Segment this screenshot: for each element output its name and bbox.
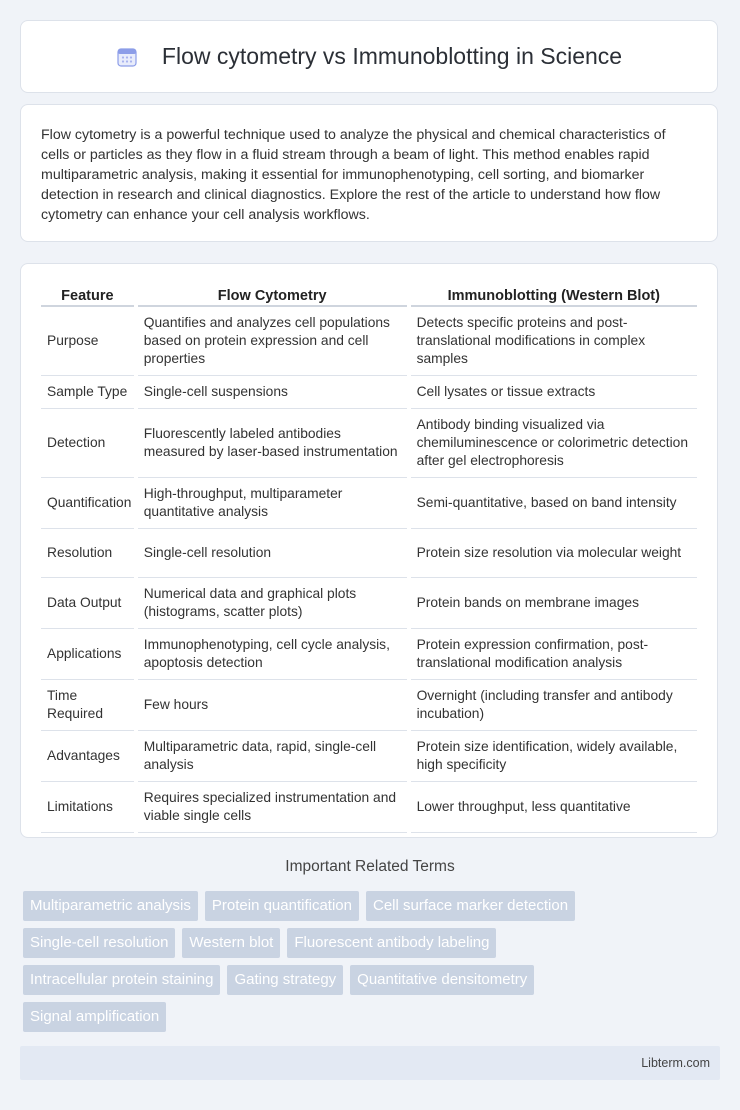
table-row — [41, 376, 697, 409]
calendar-icon — [116, 46, 138, 68]
intro-text: Flow cytometry is a powerful technique used to analyze the physical and chemical characteristics of cells or particles as they flow in a fluid stream through a beam of light. This method enables rapid multiparametric analysis, making it essential for immunophenotyping, cell sorting, and biomarker detection in research and clinical diagnostics. Explore the rest of the article to understand how flow cytometry can enhance your cell analysis workflows. — [41, 127, 666, 223]
header-flow-cytometry: Flow Cytometry — [136, 284, 409, 306]
related-term-tag[interactable]: Western blot — [182, 928, 280, 958]
header-immunoblotting: Immunoblotting (Western Blot) — [409, 284, 697, 306]
cell-immunoblotting: Protein size resolution via molecular weight — [409, 529, 697, 578]
cell-feature: Applications — [41, 629, 136, 680]
related-term-tag[interactable]: Signal amplification — [23, 1002, 166, 1032]
cell-flow-cytometry: Numerical data and graphical plots (histograms, scatter plots) — [136, 578, 409, 629]
related-terms-title: Important Related Terms — [285, 858, 455, 875]
cell-immunoblotting: Overnight (including transfer and antibody incubation) — [409, 680, 697, 731]
cell-flow-cytometry: Requires specialized instrumentation and viable single cells — [136, 782, 409, 833]
table-header-row — [41, 284, 697, 306]
related-term-tag[interactable]: Gating strategy — [227, 965, 343, 995]
cell-immunoblotting: Protein bands on membrane images — [409, 578, 697, 629]
cell-immunoblotting: Protein size identification, widely available, high specificity — [409, 731, 697, 782]
table-row — [41, 629, 697, 680]
related-term-tag[interactable]: Cell surface marker detection — [366, 891, 575, 921]
related-term-tag[interactable]: Multiparametric analysis — [23, 891, 198, 921]
cell-flow-cytometry: Few hours — [136, 680, 409, 731]
cell-feature: Quantification — [41, 478, 136, 529]
cell-feature: Data Output — [41, 578, 136, 629]
cell-immunoblotting: Protein expression confirmation, post-translational modification analysis — [409, 629, 697, 680]
header-feature: Feature — [41, 284, 136, 306]
cell-flow-cytometry: High-throughput, multiparameter quantitative analysis — [136, 478, 409, 529]
cell-feature: Advantages — [41, 731, 136, 782]
cell-feature: Time Required — [41, 680, 136, 731]
comparison-table-card — [20, 263, 718, 838]
cell-flow-cytometry: Quantifies and analyzes cell populations based on protein expression and cell properties — [136, 306, 409, 376]
table-row — [41, 782, 697, 833]
intro-card — [20, 104, 718, 242]
related-term-tag[interactable]: Single-cell resolution — [23, 928, 175, 958]
table-row — [41, 680, 697, 731]
page-title: Flow cytometry vs Immunoblotting in Science — [161, 43, 623, 69]
related-term-tag[interactable]: Intracellular protein staining — [23, 965, 220, 995]
table-row — [41, 478, 697, 529]
cell-feature: Limitations — [41, 782, 136, 833]
related-terms-list — [23, 891, 683, 1032]
cell-feature: Detection — [41, 409, 136, 478]
table-row — [41, 578, 697, 629]
cell-feature: Sample Type — [41, 376, 136, 409]
cell-feature: Resolution — [41, 529, 136, 578]
title-card — [20, 20, 718, 93]
cell-flow-cytometry: Multiparametric data, rapid, single-cell analysis — [136, 731, 409, 782]
cell-immunoblotting: Lower throughput, less quantitative — [409, 782, 697, 833]
cell-flow-cytometry: Immunophenotyping, cell cycle analysis, apoptosis detection — [136, 629, 409, 680]
cell-immunoblotting: Cell lysates or tissue extracts — [409, 376, 697, 409]
cell-flow-cytometry: Fluorescently labeled antibodies measured by laser-based instrumentation — [136, 409, 409, 478]
cell-immunoblotting: Antibody binding visualized via chemiluminescence or colorimetric detection after gel electrophoresis — [409, 409, 697, 478]
cell-flow-cytometry: Single-cell suspensions — [136, 376, 409, 409]
cell-immunoblotting: Detects specific proteins and post-translational modifications in complex samples — [409, 306, 697, 376]
related-term-tag[interactable]: Protein quantification — [205, 891, 359, 921]
table-row — [41, 731, 697, 782]
footer — [20, 1046, 720, 1080]
table-row — [41, 529, 697, 578]
related-term-tag[interactable]: Fluorescent antibody labeling — [287, 928, 496, 958]
table-row — [41, 409, 697, 478]
table-row — [41, 306, 697, 376]
cell-flow-cytometry: Single-cell resolution — [136, 529, 409, 578]
footer-site[interactable]: Libterm.com — [641, 1056, 710, 1070]
comparison-table — [41, 284, 697, 833]
related-term-tag[interactable]: Quantitative densitometry — [350, 965, 534, 995]
cell-immunoblotting: Semi-quantitative, based on band intensity — [409, 478, 697, 529]
cell-feature: Purpose — [41, 306, 136, 376]
